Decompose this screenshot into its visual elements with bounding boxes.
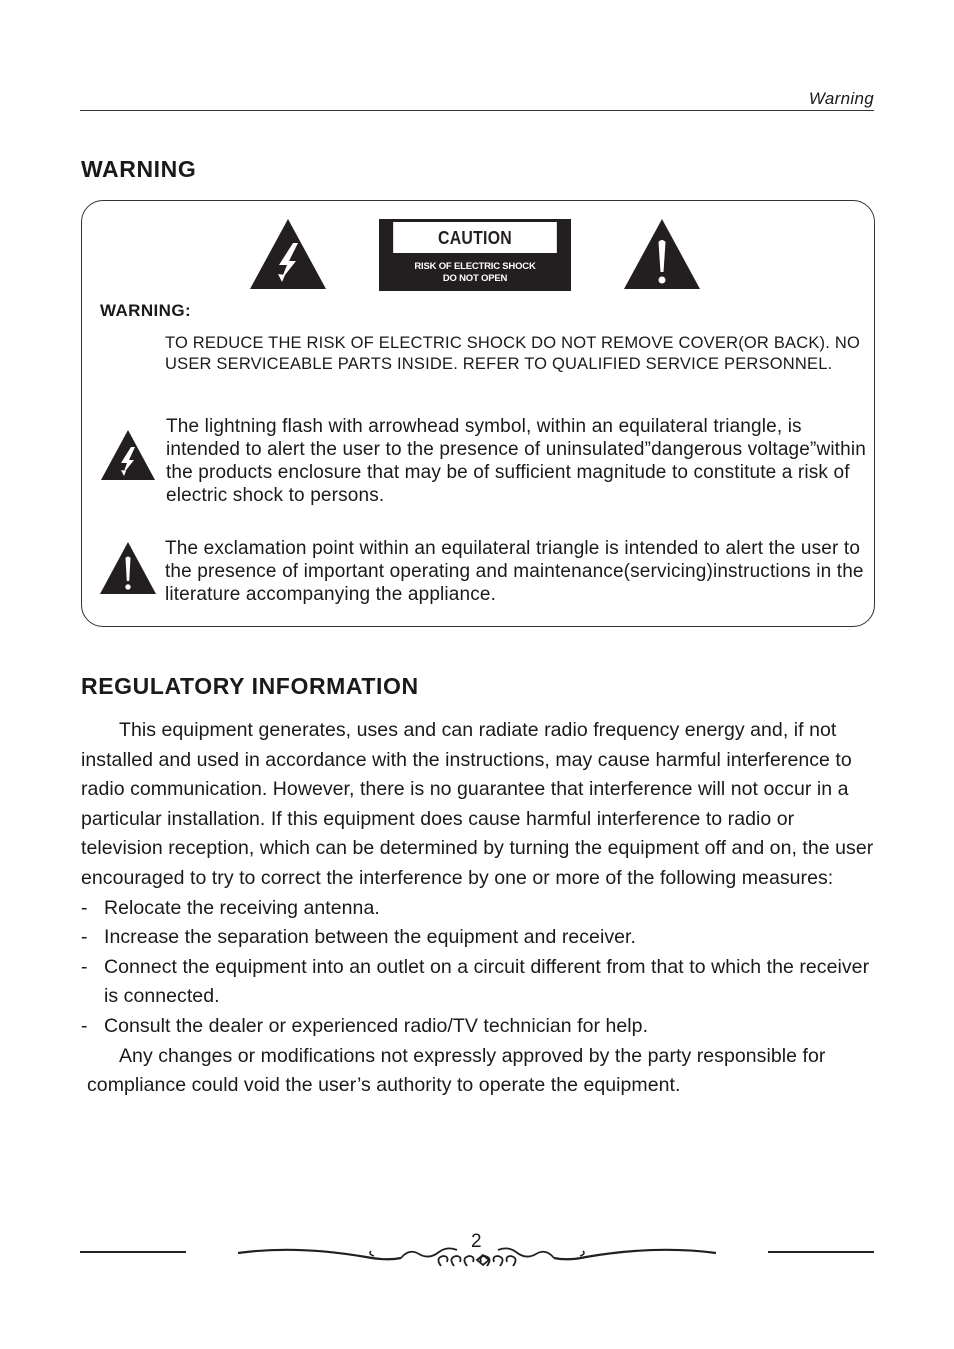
- regulatory-closing: Any changes or modifications not expressly approved by the party responsible for compliance could void the user’s authority to operate the equipment.: [87, 1044, 826, 1097]
- regulatory-title: REGULATORY INFORMATION: [81, 673, 419, 699]
- warning-caps-text: TO REDUCE THE RISK OF ELECTRIC SHOCK DO NOT REMOVE COVER(OR BACK). NO USER SERVICEABLE PARTS INSIDE. REFER TO QUALIFIED SERVICE PERSONNEL.: [165, 334, 860, 373]
- header-rule: [80, 110, 874, 111]
- lightning-description: The lightning flash with arrowhead symbol, within an equilateral triangle, is intended to alert the user to the presence of uninsulated”dangerous voltage”within the products enclosure that may be of sufficient magnitude to constitute a risk of electric shock to persons.: [166, 416, 866, 506]
- caution-label-title: CAUTION: [393, 222, 557, 253]
- lightning-triangle-small-icon: [100, 429, 156, 481]
- list-item: - Increase the separation between the equipment and receiver.: [81, 926, 636, 949]
- warning-title: WARNING: [81, 156, 197, 182]
- exclamation-triangle-small-icon: [99, 541, 157, 595]
- warning-label: WARNING:: [100, 301, 192, 320]
- footer-rule-left: [80, 1251, 186, 1253]
- caution-label: [379, 219, 571, 291]
- exclamation-triangle-icon: [623, 218, 701, 290]
- header-section-label: Warning: [808, 89, 874, 108]
- caution-label-line2: DO NOT OPEN: [442, 273, 508, 284]
- caution-label-line1: RISK OF ELECTRIC SHOCK: [414, 261, 536, 272]
- exclamation-description: The exclamation point within an equilateral triangle is intended to alert the user to the presence of important operating and maintenance(servicing)instructions in the literature accompanying the appliance.: [165, 538, 864, 605]
- footer-rule-right: [768, 1251, 874, 1253]
- lightning-triangle-icon: [249, 218, 327, 290]
- list-item: - Relocate the receiving antenna.: [81, 896, 380, 919]
- regulatory-body: [81, 716, 881, 1101]
- caution-label-subtext: [379, 261, 571, 285]
- page-number: 2: [471, 1231, 482, 1252]
- list-item: - Consult the dealer or experienced radio/TV technician for help.: [81, 1014, 649, 1037]
- list-item: - Connect the equipment into an outlet on a circuit different from that to which the receiver is connected.: [81, 955, 870, 1008]
- regulatory-intro: This equipment generates, uses and can radiate radio frequency energy and, if not installed and used in accordance with the instructions, may cause harmful interference to radio communication. However, there is no guarantee that interference will not occur in a particular installation. If this equipment does cause harmful interference to radio or television reception, which can be determined by turning the equipment off and on, the user encouraged to try to correct the interference by one or more of the following measures:: [81, 719, 874, 889]
